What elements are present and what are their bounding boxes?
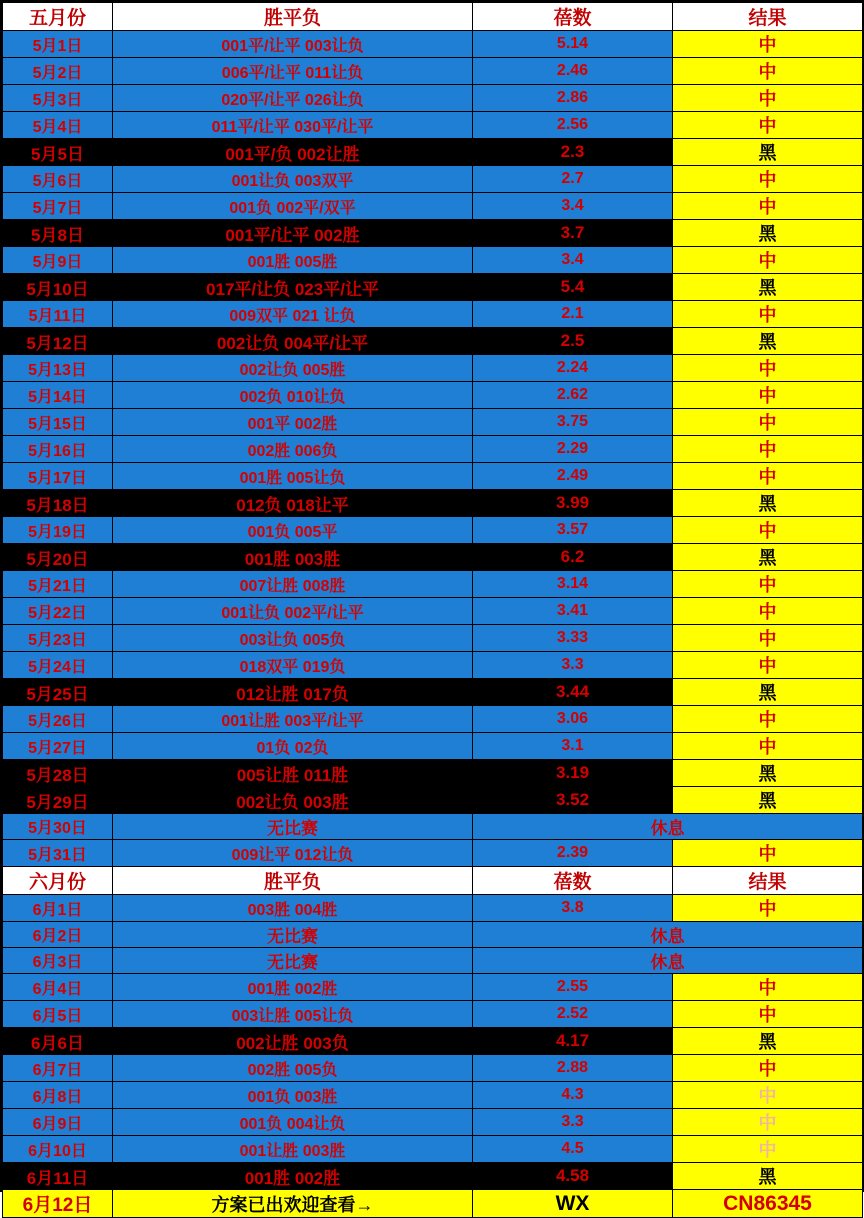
row-date-cell: 5月25日 [3,679,113,706]
row-date-cell: 5月21日 [3,571,113,598]
row-odds-cell: 休息 [473,814,863,840]
table-row [3,139,863,166]
table-row [3,247,863,274]
row-odds-cell: 4.5 [473,1136,673,1163]
table-row [3,382,863,409]
table-row [3,517,863,544]
row-date-cell: 5月12日 [3,328,113,355]
row-match-cell: 无比赛 [113,814,473,840]
row-odds-cell: 蓓数 [473,3,673,31]
row-match-cell: 001负 005平 [113,517,473,544]
row-result-cell: 中 [673,652,863,679]
table-row [3,544,863,571]
row-result-cell: 黑 [673,787,863,814]
row-date-cell: 5月3日 [3,85,113,112]
row-match-cell: 007让胜 008胜 [113,571,473,598]
row-odds-cell: 蓓数 [473,867,673,895]
row-match-cell: 001负 002平/双平 [113,193,473,220]
row-date-cell: 6月4日 [3,974,113,1001]
row-result-cell: 中 [673,355,863,382]
row-odds-cell: 2.49 [473,463,673,490]
row-odds-cell: 休息 [473,948,863,974]
row-odds-cell: 3.3 [473,652,673,679]
row-odds-cell: WX [473,1190,673,1218]
row-date-cell: 5月2日 [3,58,113,85]
row-result-cell: 中 [673,1136,863,1163]
table-row [3,787,863,814]
row-date-cell: 5月31日 [3,840,113,867]
row-odds-cell: 2.29 [473,436,673,463]
row-match-cell: 胜平负 [113,867,473,895]
row-result-cell: 中 [673,301,863,328]
row-result-cell: 黑 [673,1163,863,1190]
row-date-cell: 6月5日 [3,1001,113,1028]
row-date-cell: 6月12日 [3,1190,113,1218]
row-result-cell: 黑 [673,544,863,571]
row-match-cell: 方案已出欢迎查看→ [113,1190,473,1218]
row-date-cell: 5月29日 [3,787,113,814]
row-result-cell: 中 [673,247,863,274]
table-row [3,58,863,85]
row-match-cell: 001让胜 003胜 [113,1136,473,1163]
row-odds-cell: 2.24 [473,355,673,382]
row-odds-cell: 3.4 [473,193,673,220]
row-match-cell: 无比赛 [113,948,473,974]
table-row [3,112,863,139]
row-result-cell: 黑 [673,1028,863,1055]
row-date-cell: 6月8日 [3,1082,113,1109]
row-match-cell: 002负 010让负 [113,382,473,409]
table-header-row [3,3,863,31]
row-date-cell: 5月5日 [3,139,113,166]
row-date-cell: 5月16日 [3,436,113,463]
row-odds-cell: 3.19 [473,760,673,787]
row-odds-cell: 5.4 [473,274,673,301]
row-date-cell: 5月11日 [3,301,113,328]
row-date-cell: 5月7日 [3,193,113,220]
row-match-cell: 018双平 019负 [113,652,473,679]
row-date-cell: 5月10日 [3,274,113,301]
row-date-cell: 5月14日 [3,382,113,409]
row-date-cell: 5月6日 [3,166,113,193]
row-odds-cell: 3.52 [473,787,673,814]
row-odds-cell: 2.7 [473,166,673,193]
row-result-cell: 黑 [673,274,863,301]
row-match-cell: 002让胜 003负 [113,1028,473,1055]
row-date-cell: 5月9日 [3,247,113,274]
row-odds-cell: 4.58 [473,1163,673,1190]
table-row [3,85,863,112]
row-date-cell: 5月18日 [3,490,113,517]
row-date-cell: 6月1日 [3,895,113,922]
row-result-cell: 中 [673,571,863,598]
row-date-cell: 5月28日 [3,760,113,787]
row-result-cell: 中 [673,166,863,193]
row-match-cell: 001平 002胜 [113,409,473,436]
row-date-cell: 5月17日 [3,463,113,490]
row-date-cell: 5月30日 [3,814,113,840]
row-date-cell: 6月6日 [3,1028,113,1055]
row-match-cell: 001胜 002胜 [113,1163,473,1190]
table-row [3,814,863,840]
row-result-cell: 中 [673,1001,863,1028]
row-odds-cell: 2.3 [473,139,673,166]
table-row [3,679,863,706]
row-match-cell: 001让负 003双平 [113,166,473,193]
row-match-cell: 001胜 002胜 [113,974,473,1001]
row-match-cell: 003让胜 005让负 [113,1001,473,1028]
row-date-cell: 5月27日 [3,733,113,760]
row-result-cell: 中 [673,31,863,58]
row-result-cell: 中 [673,85,863,112]
row-date-cell: 6月10日 [3,1136,113,1163]
row-odds-cell: 3.57 [473,517,673,544]
row-odds-cell: 3.1 [473,733,673,760]
row-match-cell: 012负 018让平 [113,490,473,517]
row-result-cell: 中 [673,598,863,625]
row-date-cell: 6月11日 [3,1163,113,1190]
table-header-row [3,867,863,895]
row-odds-cell: 2.52 [473,1001,673,1028]
table-body [3,3,863,1218]
row-result-cell: 中 [673,1082,863,1109]
row-odds-cell: 3.41 [473,598,673,625]
row-date-cell: 5月13日 [3,355,113,382]
row-result-cell: 结果 [673,3,863,31]
row-odds-cell: 3.14 [473,571,673,598]
table-row [3,1082,863,1109]
row-match-cell: 017平/让负 023平/让平 [113,274,473,301]
row-match-cell: 011平/让平 030平/让平 [113,112,473,139]
table-row [3,31,863,58]
row-odds-cell: 休息 [473,922,863,948]
row-odds-cell: 4.17 [473,1028,673,1055]
row-date-cell: 6月9日 [3,1109,113,1136]
row-result-cell: 中 [673,409,863,436]
table-row [3,652,863,679]
row-result-cell: 中 [673,193,863,220]
row-date-cell: 6月2日 [3,922,113,948]
row-odds-cell: 2.46 [473,58,673,85]
row-odds-cell: 2.55 [473,974,673,1001]
table-row [3,436,863,463]
row-match-cell: 002让负 004平/让平 [113,328,473,355]
row-result-cell: 中 [673,1109,863,1136]
row-match-cell: 012让胜 017负 [113,679,473,706]
row-result-cell: 中 [673,517,863,544]
row-match-cell: 002胜 005负 [113,1055,473,1082]
row-date-cell: 5月8日 [3,220,113,247]
row-match-cell: 009让平 012让负 [113,840,473,867]
table-row [3,733,863,760]
row-result-cell: 黑 [673,760,863,787]
table-row [3,1001,863,1028]
row-odds-cell: 3.99 [473,490,673,517]
table-row [3,974,863,1001]
row-odds-cell: 2.1 [473,301,673,328]
row-odds-cell: 3.4 [473,247,673,274]
row-date-cell: 5月24日 [3,652,113,679]
row-match-cell: 01负 02负 [113,733,473,760]
row-date-cell: 6月7日 [3,1055,113,1082]
row-match-cell: 009双平 021 让负 [113,301,473,328]
table-row [3,895,863,922]
row-odds-cell: 2.56 [473,112,673,139]
row-odds-cell: 2.39 [473,840,673,867]
table-row [3,166,863,193]
row-result-cell: 结果 [673,867,863,895]
row-result-cell: 中 [673,436,863,463]
row-result-cell: 中 [673,625,863,652]
row-odds-cell: 2.86 [473,85,673,112]
row-match-cell: 001平/负 002让胜 [113,139,473,166]
table-row [3,706,863,733]
table-row [3,922,863,948]
row-odds-cell: 3.7 [473,220,673,247]
row-result-cell: 黑 [673,490,863,517]
table-row [3,1055,863,1082]
table-row [3,1028,863,1055]
row-result-cell: 中 [673,895,863,922]
row-date-cell: 5月1日 [3,31,113,58]
row-match-cell: 001平/让平 002胜 [113,220,473,247]
table-row [3,1163,863,1190]
table-row [3,1136,863,1163]
table-row [3,328,863,355]
table-row [3,1190,863,1218]
table-row [3,193,863,220]
row-match-cell: 胜平负 [113,3,473,31]
table-row [3,355,863,382]
row-result-cell: 中 [673,706,863,733]
table-row [3,598,863,625]
row-match-cell: 001胜 003胜 [113,544,473,571]
row-odds-cell: 3.75 [473,409,673,436]
row-result-cell: 黑 [673,220,863,247]
row-match-cell: 003让负 005负 [113,625,473,652]
row-date-cell: 六月份 [3,867,113,895]
row-result-cell: 中 [673,463,863,490]
row-result-cell: 中 [673,733,863,760]
row-odds-cell: 3.44 [473,679,673,706]
row-date-cell: 5月20日 [3,544,113,571]
row-date-cell: 五月份 [3,3,113,31]
row-date-cell: 5月4日 [3,112,113,139]
row-date-cell: 5月15日 [3,409,113,436]
row-result-cell: 黑 [673,328,863,355]
table-row [3,301,863,328]
table-row [3,948,863,974]
row-odds-cell: 6.2 [473,544,673,571]
row-match-cell: 001胜 005让负 [113,463,473,490]
table-row [3,274,863,301]
row-match-cell: 001负 004让负 [113,1109,473,1136]
row-result-cell: 黑 [673,679,863,706]
table-row [3,840,863,867]
row-match-cell: 003胜 004胜 [113,895,473,922]
row-odds-cell: 3.3 [473,1109,673,1136]
row-date-cell: 6月3日 [3,948,113,974]
row-odds-cell: 3.33 [473,625,673,652]
row-match-cell: 001让胜 003平/让平 [113,706,473,733]
row-date-cell: 5月22日 [3,598,113,625]
row-odds-cell: 2.88 [473,1055,673,1082]
row-match-cell: 001胜 005胜 [113,247,473,274]
table-row [3,220,863,247]
table-row [3,1109,863,1136]
row-match-cell: 002让负 003胜 [113,787,473,814]
row-match-cell: 005让胜 011胜 [113,760,473,787]
row-date-cell: 5月19日 [3,517,113,544]
row-match-cell: 001让负 002平/让平 [113,598,473,625]
row-odds-cell: 2.5 [473,328,673,355]
row-match-cell: 002胜 006负 [113,436,473,463]
row-odds-cell: 3.8 [473,895,673,922]
contact-code-cell: CN86345 [673,1190,863,1218]
row-result-cell: 中 [673,840,863,867]
row-odds-cell: 3.06 [473,706,673,733]
row-date-cell: 5月26日 [3,706,113,733]
row-match-cell: 002让负 005胜 [113,355,473,382]
table-row [3,760,863,787]
table-row [3,409,863,436]
row-result-cell: 中 [673,1055,863,1082]
row-match-cell: 001平/让平 003让负 [113,31,473,58]
row-result-cell: 中 [673,58,863,85]
row-match-cell: 020平/让平 026让负 [113,85,473,112]
row-result-cell: 黑 [673,139,863,166]
schedule-table [2,2,863,1218]
row-match-cell: 001负 003胜 [113,1082,473,1109]
row-result-cell: 中 [673,974,863,1001]
table-row [3,490,863,517]
table-row [3,463,863,490]
row-odds-cell: 2.62 [473,382,673,409]
row-result-cell: 中 [673,112,863,139]
row-match-cell: 无比赛 [113,922,473,948]
table-row [3,625,863,652]
row-date-cell: 5月23日 [3,625,113,652]
row-odds-cell: 5.14 [473,31,673,58]
row-odds-cell: 4.3 [473,1082,673,1109]
row-match-cell: 006平/让平 011让负 [113,58,473,85]
table-row [3,571,863,598]
row-result-cell: 中 [673,382,863,409]
